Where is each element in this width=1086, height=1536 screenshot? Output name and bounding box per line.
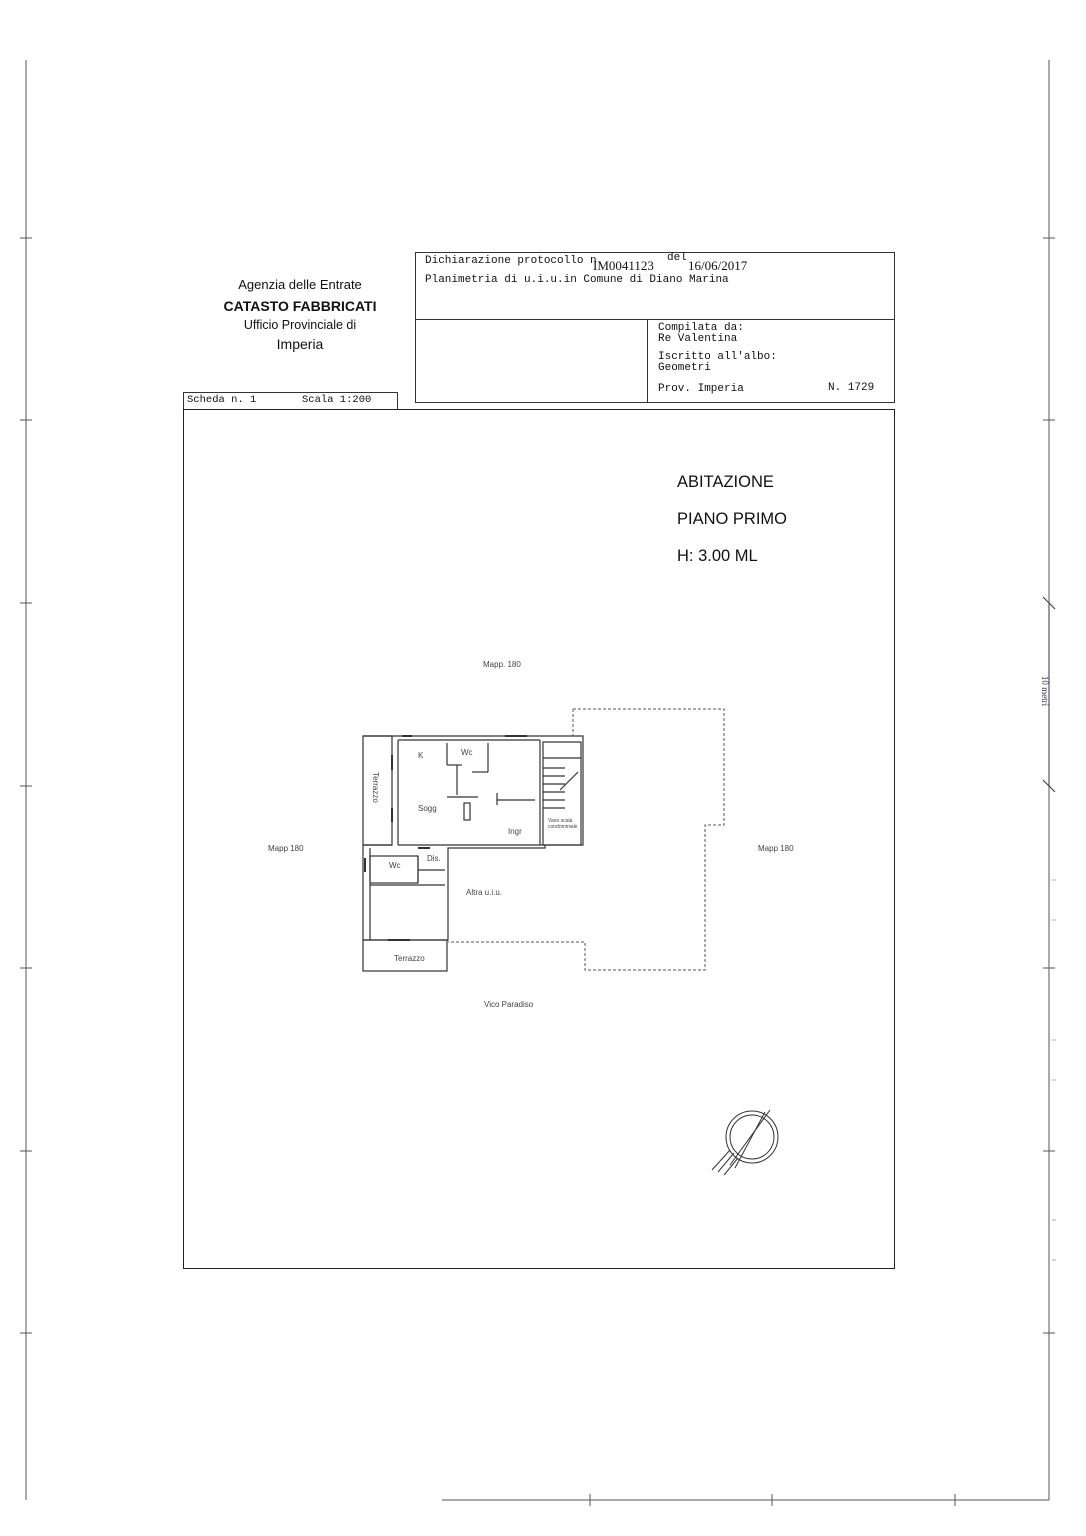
plan-label-wc-top: Wc: [461, 748, 473, 757]
compiler-name: Re Valentina: [658, 333, 738, 345]
scale-ruler-label: 10 metri: [1040, 675, 1051, 707]
plan-label-mapp-top: Mapp. 180: [483, 660, 521, 669]
agency-name: Agenzia delle Entrate: [238, 277, 362, 292]
plan-label-stair-1: Vano scala: [548, 818, 573, 824]
date-label: del: [667, 252, 687, 264]
sheet-number: Scheda n. 1: [187, 394, 257, 406]
office-label: Ufficio Provinciale di: [243, 318, 357, 332]
protocol-number: IM0041123: [593, 258, 654, 273]
registration-number: N. 1729: [828, 382, 875, 394]
sheet-scale: Scala 1:200: [302, 394, 372, 406]
plan-label-dis: Dis.: [427, 854, 441, 863]
declaration-label: Dichiarazione protocollo n.: [425, 255, 604, 267]
plan-label-mapp-left: Mapp 180: [268, 844, 304, 853]
plan-label-sogg: Sogg: [418, 804, 437, 813]
note-floor: PIANO PRIMO: [677, 510, 788, 528]
plan-label-stair-2: condominiale: [548, 824, 578, 830]
plan-label-terrace-bottom: Terrazzo: [394, 954, 425, 963]
office-city: Imperia: [276, 336, 324, 352]
compiled-label: Compilata da:: [658, 322, 744, 334]
plan-label-street: Vico Paradiso: [484, 1000, 534, 1009]
declaration-date: 16/06/2017: [688, 258, 748, 273]
note-unit-type: ABITAZIONE: [677, 473, 774, 491]
plan-description: Planimetria di u.i.u.in Comune di Diano Marina: [425, 274, 729, 286]
plan-label-ingr: Ingr: [508, 827, 522, 836]
plan-label-other-unit: Altra u.i.u.: [466, 888, 503, 897]
register-label: Iscritto all'albo:: [658, 351, 777, 363]
register-value: Geometri: [658, 362, 711, 374]
catasto-title: CATASTO FABBRICATI: [223, 298, 377, 314]
plan-label-mapp-right: Mapp 180: [758, 844, 794, 853]
note-height: H: 3.00 ML: [677, 547, 758, 565]
province-label: Prov. Imperia: [658, 383, 744, 395]
plan-label-wc-bottom: Wc: [389, 861, 401, 870]
plan-label-terrace-side: Terrazzo: [370, 772, 380, 803]
plan-label-k: K: [418, 751, 424, 760]
